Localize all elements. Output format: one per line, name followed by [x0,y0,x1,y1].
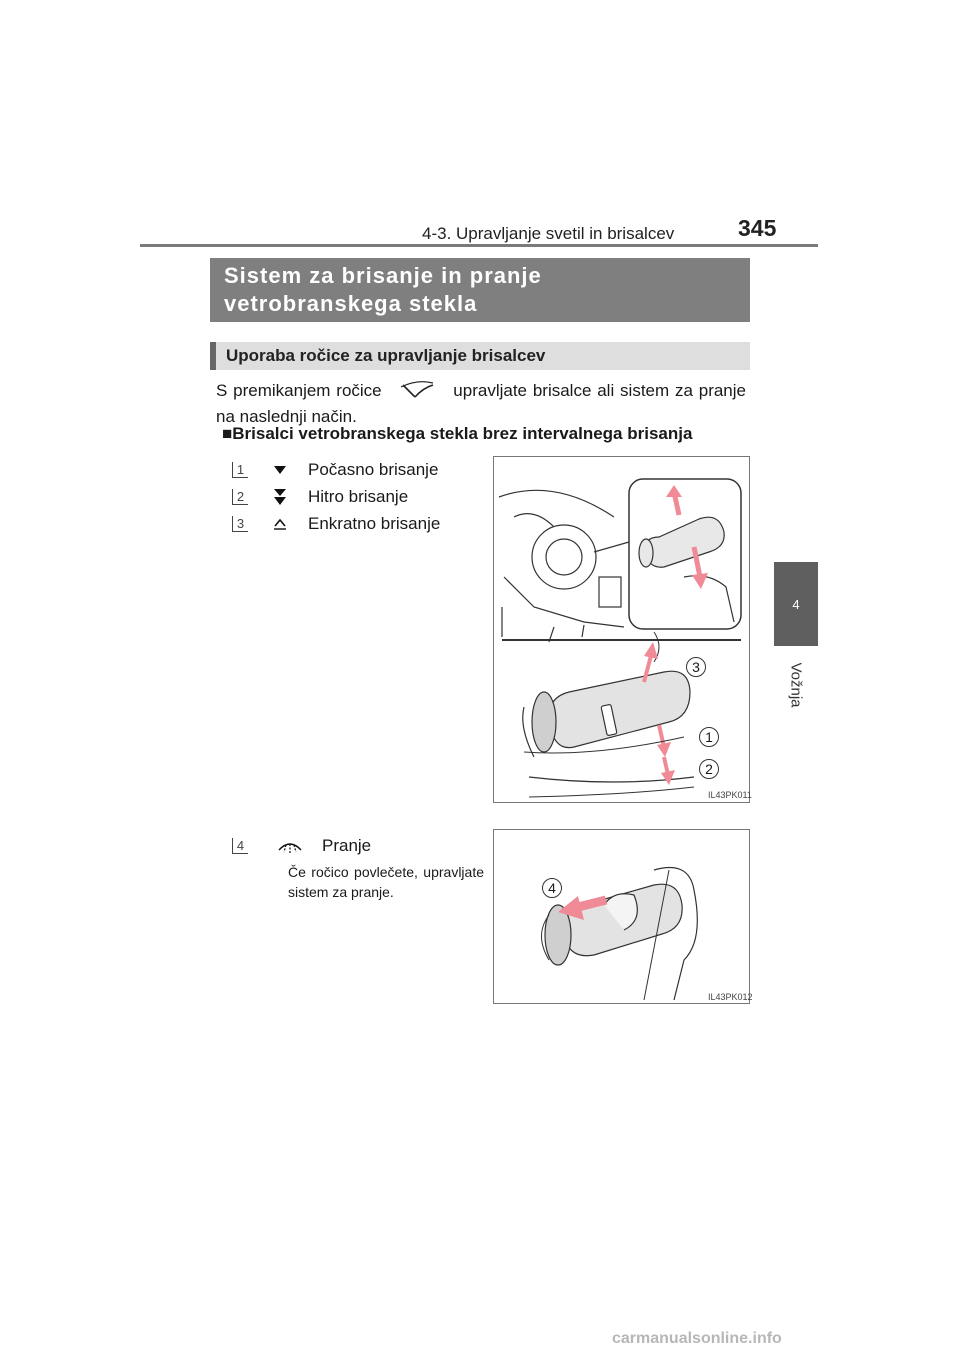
list-item-wash [232,834,371,858]
chapter-label: Vožnja [787,662,805,708]
list-item-single-wipe [232,512,440,536]
section-heading: ■Brisalci vetrobranskega stekla brez intervalnega brisanja [222,424,693,443]
figure-code: IL43PK012 [708,992,753,1002]
chapter-number: 4 [792,596,800,612]
wiper-icon [387,381,447,399]
header-rule [140,244,818,247]
item-number: 1 [232,462,248,478]
chapter-tab [774,562,818,646]
double-down-arrow-icon [262,488,298,506]
figure-code: IL43PK011 [708,790,752,800]
item-label: Pranje [322,836,372,855]
subsection-title: Uporaba ročice za upravljanje brisalcev [210,342,750,370]
item-label: Enkratno brisanje [308,514,441,533]
section-title: Sistem za brisanje in pranje vetrobranskega stekla [210,258,750,322]
figure-callout: 4 [542,878,562,898]
figure-callout: 1 [699,727,719,747]
item-number: 4 [232,838,248,854]
list-item-fast-wipe [232,485,408,509]
intro-paragraph: S premikanjem ročice upravljate brisalce ali sistem za pranje na naslednji način. [216,381,746,426]
figure-washer-lever [493,829,753,1004]
item-number: 3 [232,516,248,532]
wash-description: Če ročico povlečete, upravljate sistem za pranje. [288,864,484,900]
figure-callout: 2 [699,759,719,779]
item-label: Hitro brisanje [308,487,409,506]
page-number: 345 [738,215,777,241]
list-item-slow-wipe [232,458,438,482]
figure-callout: 3 [686,657,706,677]
washer-icon [272,836,308,856]
footer-watermark[interactable]: carmanualsonline.info [612,1330,782,1347]
item-number: 2 [232,489,248,505]
section-header: 4-3. Upravljanje svetil in brisalcev [422,224,675,243]
item-label: Počasno brisanje [308,460,439,479]
mist-up-chevron-icon [262,518,298,530]
figure-wiper-lever [493,456,750,803]
single-down-arrow-icon [262,465,298,475]
